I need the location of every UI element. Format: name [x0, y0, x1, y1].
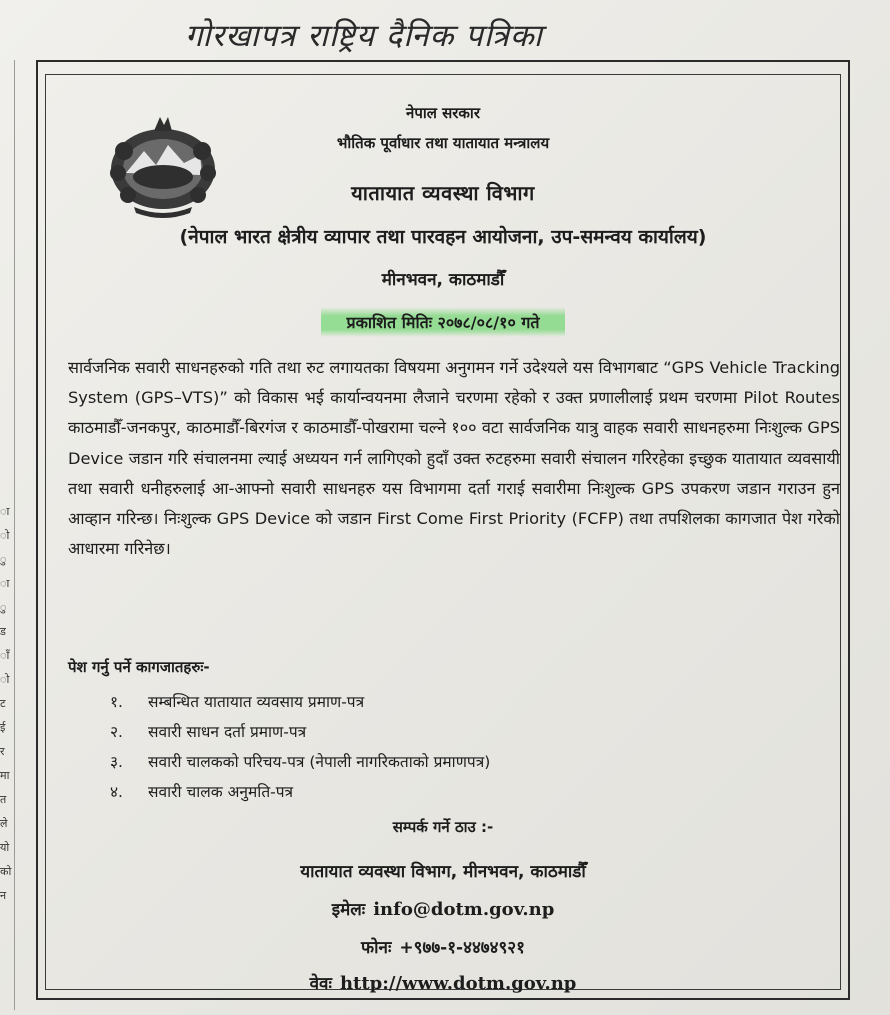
list-item-text: सम्बन्धित यातायात व्यवसाय प्रमाण-पत्र [148, 693, 365, 711]
margin-glyph: ो [0, 529, 10, 542]
margin-glyph: ाँ [0, 649, 10, 662]
margin-glyph: त [0, 793, 7, 806]
margin-glyph: को [0, 865, 12, 878]
public-notice [36, 60, 850, 1000]
margin-glyph: मा [0, 769, 10, 782]
government-name: नेपाल सरकार [406, 104, 480, 122]
margin-glyph: र [0, 745, 5, 758]
ministry-name: भौतिक पूर्वाधार तथा यातायात मन्त्रालय [336, 134, 550, 152]
list-item [110, 687, 490, 717]
web-label: वेवः [309, 974, 332, 994]
margin-glyph: ु [0, 601, 7, 614]
list-item-text: सवारी साधन दर्ता प्रमाण-पत्र [148, 723, 307, 741]
list-item [110, 717, 490, 747]
margin-glyph: ा [0, 577, 10, 590]
phone-number: +९७७-१-४४७४९२१ [399, 938, 525, 958]
margin-glyph: ो [0, 673, 10, 686]
list-item-number: १. [110, 693, 123, 711]
margin-glyph: यो [0, 841, 10, 854]
documents-list [110, 687, 490, 807]
notice-body: सार्वजनिक सवारी साधनहरुको गति तथा रुट लगायतका विषयमा अनुगमन गर्ने उदेश्यले यस विभागबाट “GPS Vehicle Tracking System (GPS–VTS)” को विकास भई कार्यान्वयनमा लैजाने चरणमा रहेको र उक्त प्रणालीलाई प्रथम चरणमा Pilot Routes काठमाडौँ-जनकपुर, काठमाडौँ-बिरगंज र काठमाडौँ-पोखरामा चल्ने १०० वटा सार्वजनिक यात्रु वाहक सवारी साधनहरुमा निःशुल्क GPS Device जडान गरि संचालनमा ल्याई अध्ययन गर्न लागिएको हुदाँ उक्त रुटहरुमा सवारी संचालन गरिरहेका इच्छुक यातायात व्यवसायी तथा सवारी धनीहरुलाई आ-आफ्नो सवारी साधनहरु यस विभागमा दर्ता गराई सवारीमा निःशुल्क GPS उपकरण जडान गराउन हुन आव्हान गरिन्छ। निःशुल्क GPS Device को जडान First Come First Priority (FCFP) तथा तपशिलका कागजात पेश गरेको आधारमा गरिनेछ। [68, 358, 840, 559]
list-item [110, 777, 490, 807]
department-name: यातायात व्यवस्था विभाग [351, 181, 535, 205]
notice-inner-border [45, 74, 841, 994]
list-item-text: सवारी चालकको परिचय-पत्र (नेपाली नागरिकताको प्रमाणपत्र) [148, 753, 491, 771]
documents-heading: पेश गर्नु पर्ने कागजातहरुः- [68, 658, 210, 676]
margin-glyph: ड [0, 625, 6, 638]
list-item-number: २. [110, 723, 123, 741]
list-item-number: ४. [110, 783, 123, 801]
list-item-number: ३. [110, 753, 123, 771]
website-link[interactable]: http://www.dotm.gov.np [339, 973, 577, 994]
list-item-text: सवारी चालक अनुमति-पत्र [148, 783, 294, 801]
email-label: इमेलः [331, 900, 366, 920]
margin-glyph: न [0, 889, 7, 902]
margin-glyph: ु [0, 553, 7, 566]
office-location: मीनभवन, काठमाडौँ [381, 270, 505, 290]
contact-email-row [46, 897, 840, 920]
published-date: प्रकाशित मितिः २०७८/०८/१० गते [321, 307, 566, 337]
handwritten-masthead: गोरखापत्र राष्ट्रिय दैनिक पत्रिका [185, 18, 543, 54]
contact-office: यातायात व्यवस्था विभाग, मीनभवन, काठमाडौँ [300, 862, 586, 882]
email-link[interactable]: info@dotm.gov.np [373, 899, 555, 920]
contact-web-row [46, 971, 840, 994]
project-office: (नेपाल भारत क्षेत्रीय व्यापार तथा पारवहन आयोजना, उप-समन्वय कार्यालय) [179, 226, 707, 248]
contact-phone-row [46, 935, 840, 958]
contact-heading: सम्पर्क गर्ने ठाउ :- [392, 818, 494, 836]
list-item [110, 747, 490, 777]
adjacent-column-fragments [0, 500, 16, 908]
phone-label: फोनः [361, 938, 392, 958]
margin-glyph: ा [0, 505, 10, 518]
margin-glyph: ई [0, 721, 6, 734]
published-date-row [46, 307, 840, 337]
margin-glyph: ले [0, 817, 8, 830]
margin-glyph: ट [0, 697, 6, 710]
